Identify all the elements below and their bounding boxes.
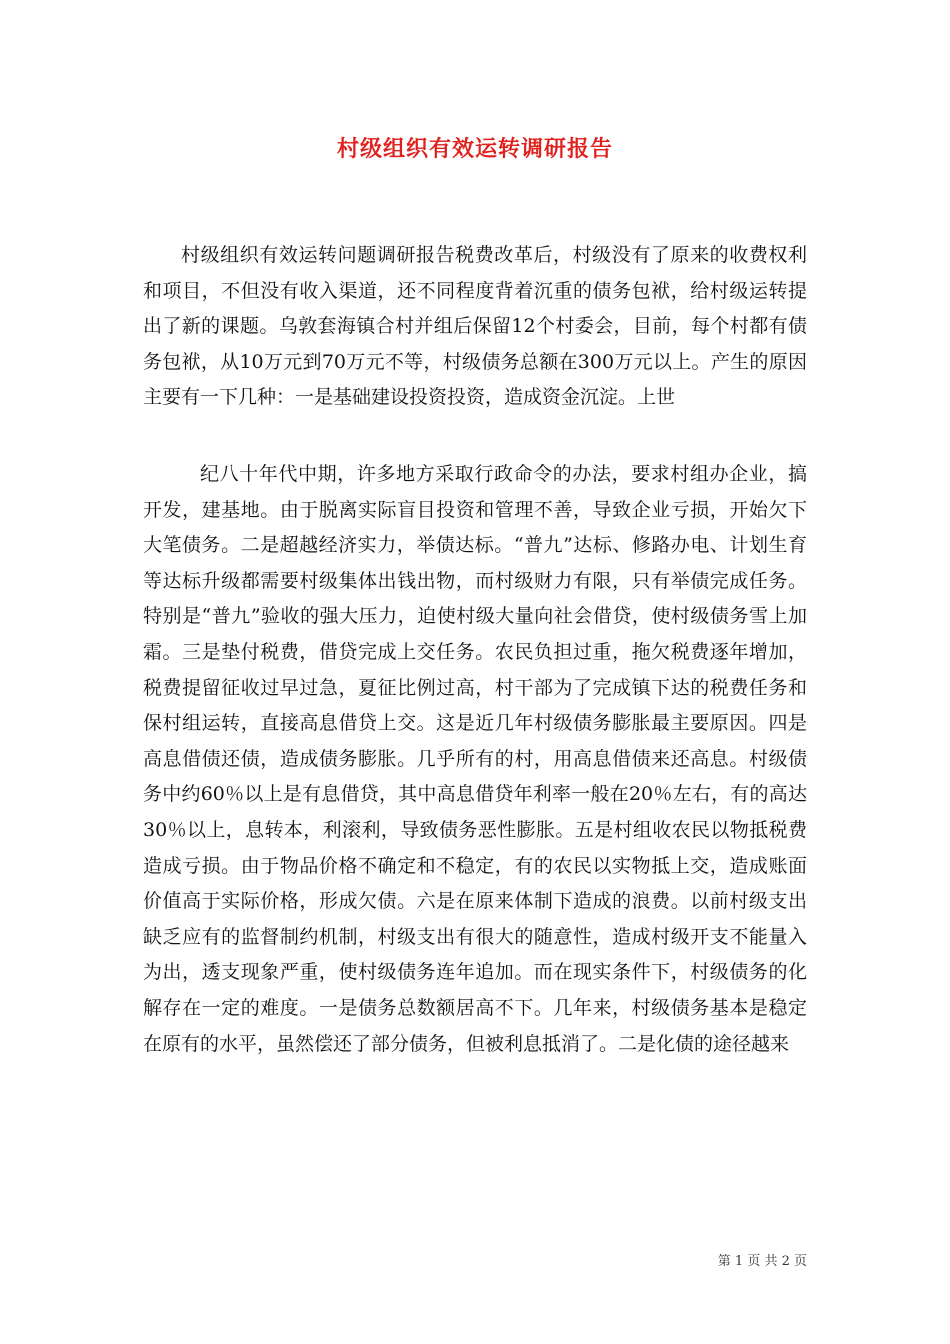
body-paragraph: 纪八十年代中期，许多地方采取行政命令的办法，要求村组办企业，搞开发，建基地。由于脱离实际盲目投资和管理不善，导致企业亏损，开始欠下大笔债务。二是超越经济实力，举债达标。“普九”达标、修路办电、计划生育等达标升级都需要村级集体出钱出物，而村级财力有限，只有举债完成任务。特别是“普九”验收的强大压力，迫使村级大量向社会借贷，使村级债务雪上加霜。三是垫付税费，借贷完成上交任务。农民负担过重，拖欠税费逐年增加，税费提留征收过早过急，夏征比例过高，村干部为了完成镇下达的税费任务和保村组运转，直接高息借贷上交。这是近几年村级债务膨胀最主要原因。四是高息借债还债，造成债务膨胀。几乎所有的村，用高息借债来还高息。村级债务中约60％以上是有息借贷，其中高息借贷年利率一般在20％左右，有的高达30％以上，息转本，利滚利，导致债务恶性膨胀。五是村组收农民以物抵税费造成亏损。由于物品价格不确定和不稳定，有的农民以实物抵上交，造成账面价值高于实际价格，形成欠债。六是在原来体制下造成的浪费。以前村级支出缺乏应有的监督制约机制，村级支出有很大的随意性，造成村级开支不能量入为出，透支现象严重，使村级债务连年追加。而在现实条件下，村级债务的化解存在一定的难度。一是债务总数额居高不下。几年来，村级债务基本是稳定在原有的水平，虽然偿还了部分债务，但被利息抵消了。二是化债的途径越来: [143, 463, 807, 1055]
document-title: 村级组织有效运转调研报告: [336, 136, 613, 162]
page-number-footer: 第 1 页 共 2 页: [717, 1254, 807, 1269]
body-paragraph: 村级组织有效运转问题调研报告税费改革后，村级没有了原来的收费权利和项目，不但没有收入渠道，还不同程度背着沉重的债务包袱，给村级运转提出了新的课题。乌敦套海镇合村并组后保留12个村委会，目前，每个村都有债务包袱，从10万元到70万元不等，村级债务总额在300万元以上。产生的原因主要有一下几种：一是基础建设投资投资，造成资金沉淀。上世: [143, 244, 807, 409]
